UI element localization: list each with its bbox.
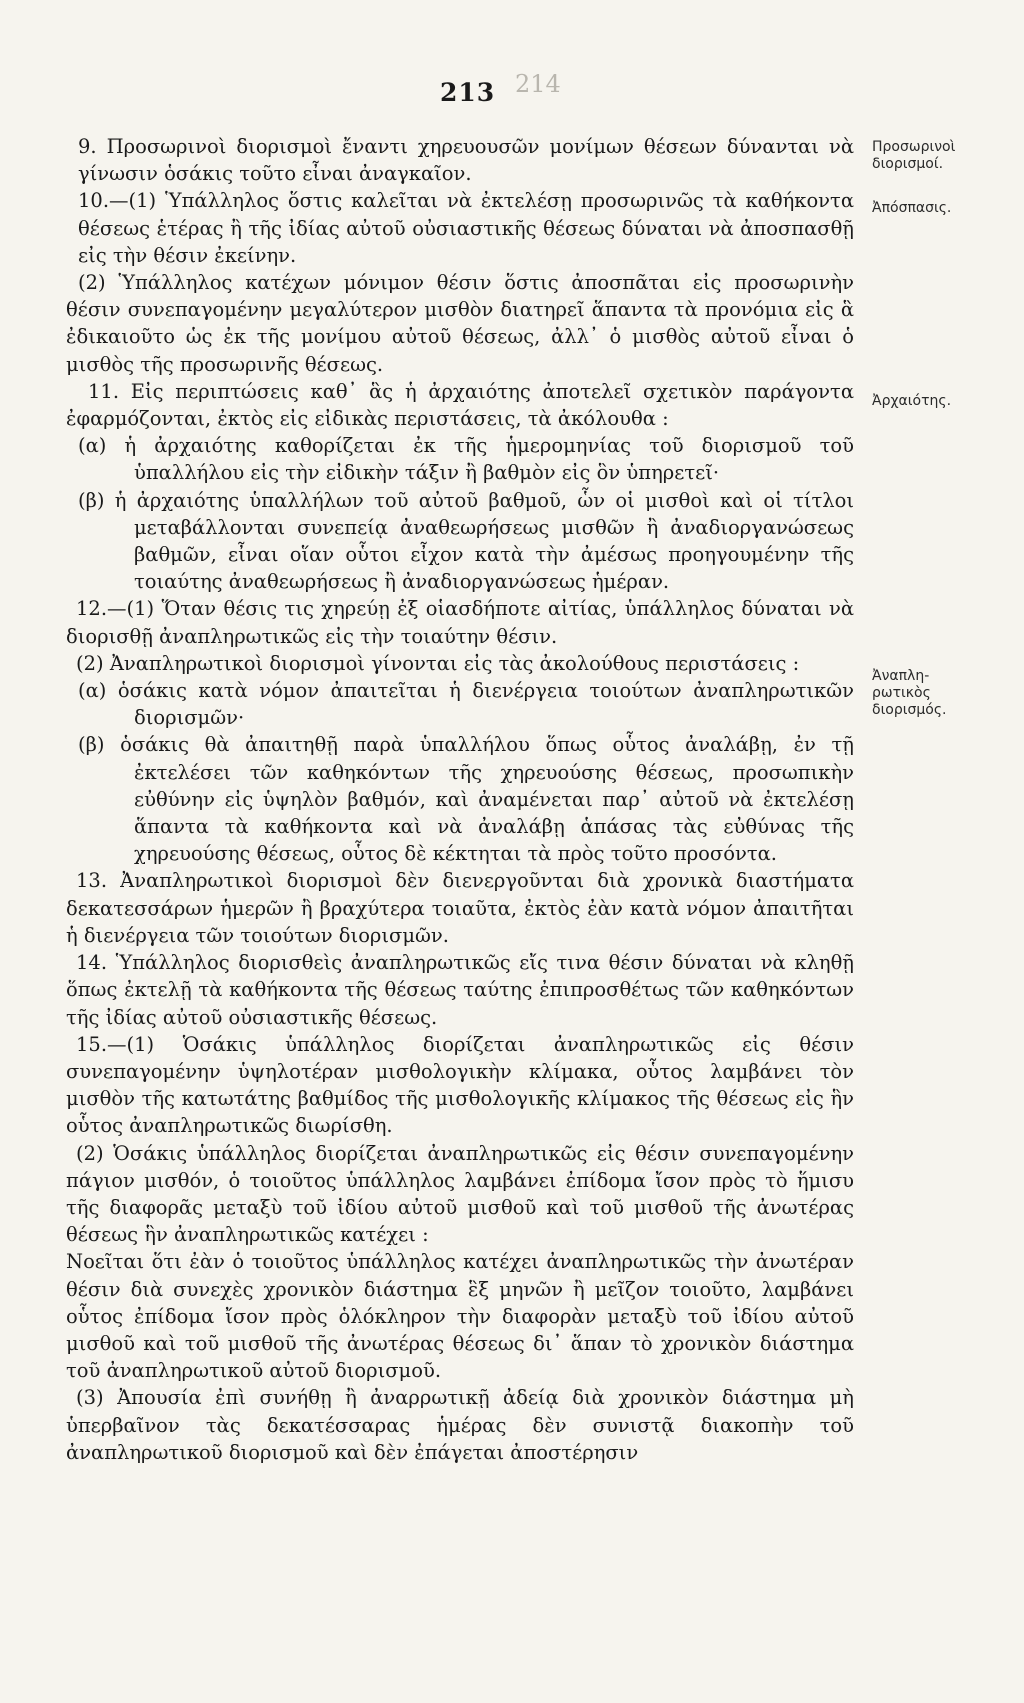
paragraph-10-2: (2) Ὑπάλληλος κατέχων μόνιμον θέσιν ὅστις ἀποσπᾶται εἰς προσωρινὴν θέσιν συνεπαγομένην μεγαλύτερον μισθὸν διατηρεῖ ἅπαντα τὰ προνόμια εἰς ἃ ἐδικαιοῦτο ὡς ἐκ τῆς μονίμου αὐτοῦ θέσεως, ἀλλ᾿ ὁ μισθὸς αὐτοῦ εἶναι ὁ μισθὸς τῆς προσωρινῆς θέσεως. — [66, 271, 854, 376]
margin-note-temporary: Προσωρινοὶ διορισμοί. — [872, 139, 956, 172]
paragraph-9: 9. Προσωρινοὶ διορισμοὶ ἔναντι χηρευουσῶν μονίμων θέσεων δύνανται νὰ γίνωσιν ὁσάκις τοῦτο εἶναι ἀναγκαῖον. — [78, 135, 854, 186]
paragraph-11-b: (β) ἡ ἀρχαιότης ὑπαλλήλων τοῦ αὐτοῦ βαθμοῦ, ὧν οἱ μισθοὶ καὶ οἱ τίτλοι μεταβάλλονται συνεπείᾳ ἀναθεωρήσεως μισθῶν ἢ ἀναδιοργανώσεως βαθμῶν, εἶναι οἵαν οὗτοι εἶχον κατὰ τὴν ἀμέσως προηγουμένην τῆς τοιαύτης ἀναθεωρήσεως ἢ ἀναδιοργανώσεως ἡμέραν. — [78, 488, 854, 594]
paragraph-12-b: (β) ὁσάκις θὰ ἀπαιτηθῇ παρὰ ὑπαλλήλου ὅπως οὗτος ἀναλάβῃ, ἐν τῇ ἐκτελέσει τῶν καθηκόντων τῆς χηρευούσης θέσεως, προσωπικὴν εὐθύνην εἰς ὑψηλὸν βαθμόν, καὶ ἀναμένεται παρ᾿ αὐτοῦ νὰ ἐκτελέσῃ ἅπαντα τὰ καθήκοντα καὶ νὰ ἀναλάβῃ ἁπάσας τὰς εὐθύνας τῆς χηρευούσης θέσεως, οὗτος δὲ κέκτηται τὰ πρὸς τοῦτο προσόντα. — [78, 733, 854, 866]
paragraph-15-2: (2) Ὁσάκις ὑπάλληλος διορίζεται ἀναπληρωτικῶς εἰς θέσιν συνεπαγομένην πάγιον μισθόν, ὁ τοιοῦτος ὑπάλληλος λαμβάνει ἐπίδομα ἴσον πρὸς τὸ ἥμισυ τῆς διαφορᾶς μεταξὺ τοῦ ἰδίου αὐτοῦ μισθοῦ καὶ τοῦ μισθοῦ τῆς ἀνωτέρας θέσεως ἣν ἀναπληρωτικῶς κατέχει : — [66, 1141, 854, 1247]
paragraph-15-1: 15.—(1) Ὁσάκις ὑπάλληλος διορίζεται ἀναπληρωτικῶς εἰς θέσιν συνεπαγομένην ὑψηλοτέραν μισθολογικὴν κλίμακα, οὗτος λαμβάνει τὸν μισθὸν τῆς κατωτάτης βαθμίδος τῆς μισθολογικῆς κλίμακος τῆς θέσεως εἰς ἣν οὗτος ἀναπληρωτικῶς διωρίσθη. — [66, 1032, 854, 1138]
paragraph-12-1: 12.—(1) Ὅταν θέσις τις χηρεύῃ ἐξ οἱασδήποτε αἰτίας, ὑπάλληλος δύναται νὰ διορισθῇ ἀναπληρωτικῶς εἰς τὴν τοιαύτην θέσιν. — [66, 597, 854, 648]
paragraph-15-3: (3) Ἀπουσία ἐπὶ συνήθῃ ἢ ἀναρρωτικῇ ἀδείᾳ διὰ χρονικὸν διάστημα μὴ ὑπερβαῖνον τὰς δεκατέσσαρας ἡμέρας δὲν συνιστᾷ διακοπὴν τοῦ ἀναπληρωτικοῦ διορισμοῦ καὶ δὲν ἐπάγεται ἀποστέρησιν — [66, 1386, 854, 1464]
paragraph-12-2: (2) Ἀναπληρωτικοὶ διορισμοὶ γίνονται εἰς τὰς ἀκολούθους περιστάσεις : — [76, 651, 800, 675]
margin-note-seniority: Ἀρχαιότης. — [872, 393, 952, 409]
page-number: 213 — [440, 78, 496, 107]
paragraph-13: 13. Ἀναπληρωτικοὶ διορισμοὶ δὲν διενεργοῦνται διὰ χρονικὰ διαστήματα δεκατεσσάρων ἡμερῶν ἢ βραχύτερα τοιαῦτα, ἐκτὸς ἐὰν κατὰ νόμον ἀπαιτῆται ἡ διενέργεια τῶν τοιούτων διορισμῶν. — [66, 869, 854, 947]
show-through-number: 214 — [515, 70, 561, 98]
margin-note-secondment: Ἀπόσπασις. — [872, 200, 952, 216]
paragraph-14: 14. Ὑπάλληλος διορισθεὶς ἀναπληρωτικῶς εἴς τινα θέσιν δύναται νὰ κληθῇ ὅπως ἐκτελῇ τὰ καθήκοντα τῆς θέσεως ταύτης ἐπιπροσθέτως τῶν καθηκόντων τῆς ἰδίας αὐτοῦ οὐσιαστικῆς θέσεως. — [66, 951, 854, 1029]
paragraph-11: 11. Εἰς περιπτώσεις καθ᾿ ἃς ἡ ἀρχαιότης ἀποτελεῖ σχετικὸν παράγοντα ἐφαρμόζονται, ἐκτὸς εἰς εἰδικὰς περιστάσεις, τὰ ἀκόλουθα : — [66, 379, 854, 431]
paragraph-10-1: 10.—(1) Ὑπάλληλος ὅστις καλεῖται νὰ ἐκτελέσῃ προσωρινῶς τὰ καθήκοντα θέσεως ἑτέρας ἢ τῆς ἰδίας αὐτοῦ οὐσιαστικῆς θέσεως δύναται νὰ ἀποσπασθῇ εἰς τὴν θέσιν ἐκείνην. — [78, 189, 854, 267]
paragraph-12-a: (α) ὁσάκις κατὰ νόμον ἀπαιτεῖται ἡ διενέργεια τοιούτων ἀναπληρωτικῶν διορισμῶν· — [78, 679, 854, 730]
paragraph-15-proviso: Νοεῖται ὅτι ἐὰν ὁ τοιοῦτος ὑπάλληλος κατέχει ἀναπληρωτικῶς τὴν ἀνωτέραν θέσιν διὰ συνεχὲς χρονικὸν διάστημα ἓξ μηνῶν ἢ μεῖζον τοιοῦτο, λαμβάνει οὗτος ἐπίδομα ἴσον πρὸς ὁλόκληρον τὴν διαφορὰν μεταξὺ τοῦ ἰδίου αὐτοῦ μισθοῦ καὶ τοῦ μισθοῦ τῆς ἀνωτέρας θέσεως δι᾿ ἅπαν τὸ χρονικὸν διάστημα τοῦ ἀναπληρωτικοῦ αὐτοῦ διορισμοῦ. — [66, 1250, 854, 1383]
paragraph-11-a: (α) ἡ ἀρχαιότης καθορίζεται ἐκ τῆς ἡμερομηνίας τοῦ διορισμοῦ τοῦ ὑπαλλήλου εἰς τὴν εἰδικὴν τάξιν ἢ βαθμὸν εἰς ὃν ὑπηρετεῖ· — [78, 434, 854, 485]
margin-note-acting: Ἀναπλη-ρωτικὸς διορισμός. — [872, 668, 947, 718]
body-text — [66, 133, 854, 1466]
